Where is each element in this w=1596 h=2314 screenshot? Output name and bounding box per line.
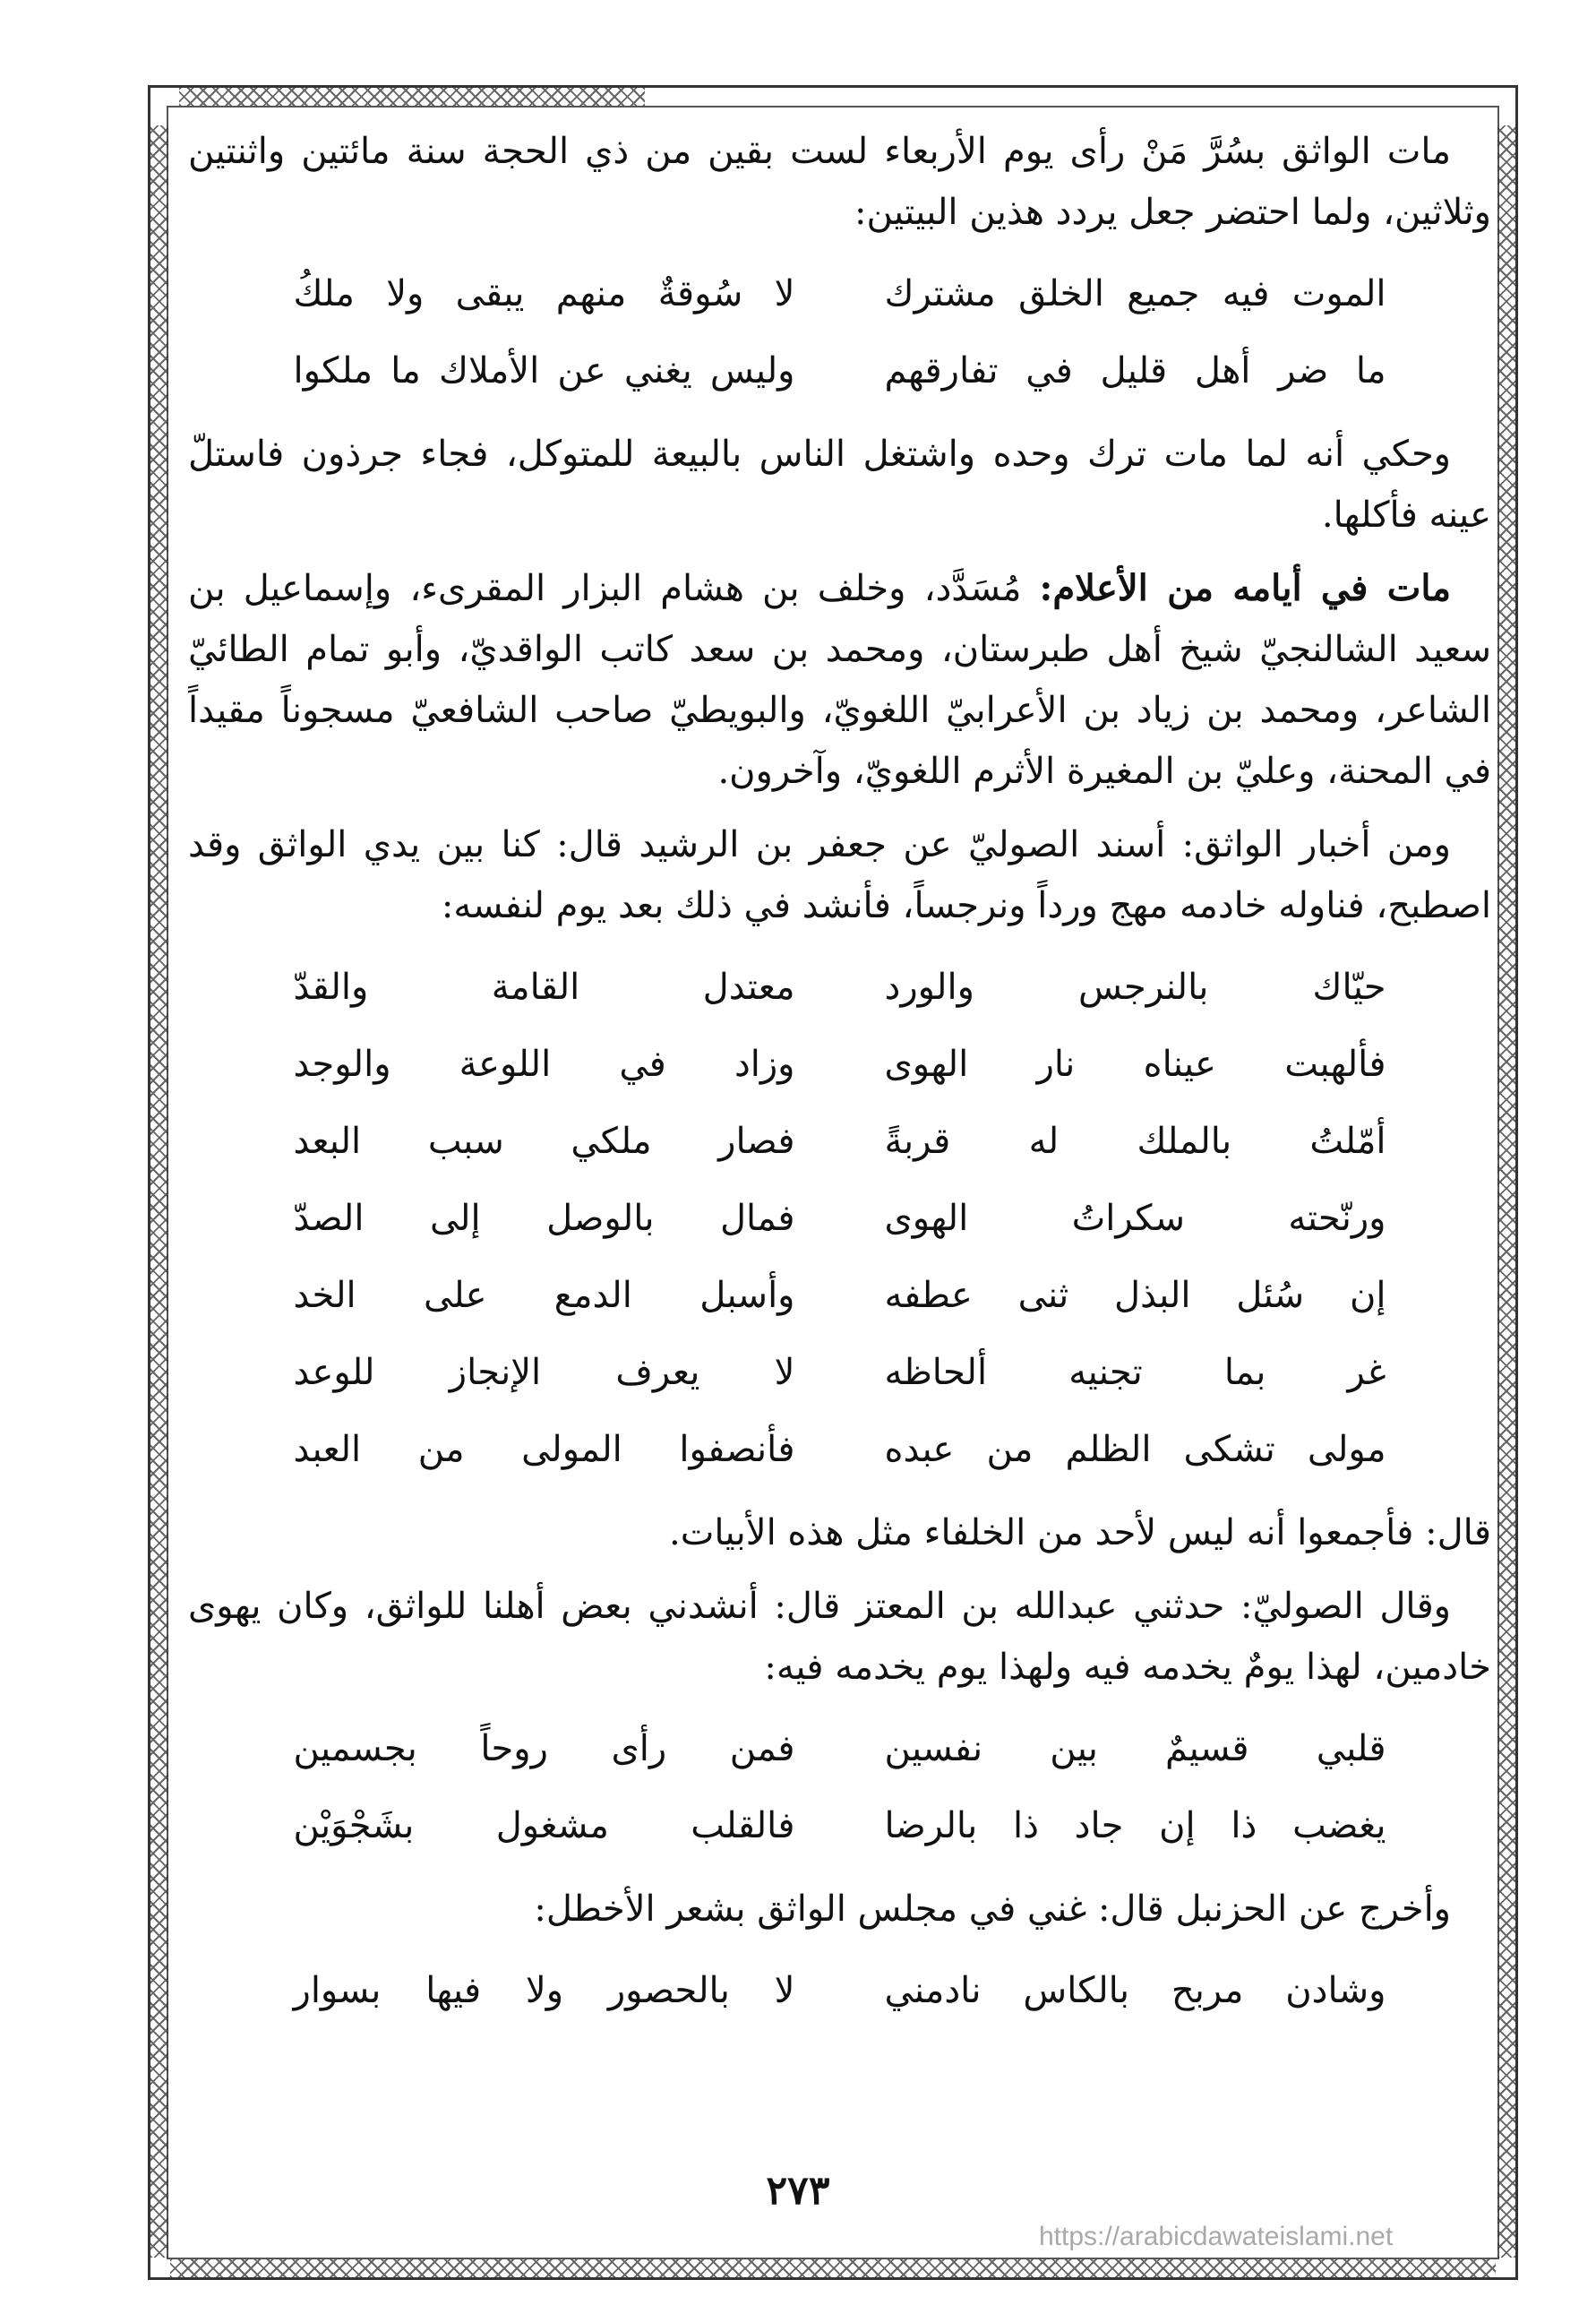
verse-second-hemistich: معتدل القامة والقدّ	[293, 967, 795, 1008]
verse-second-hemistich: فمال بالوصل إلى الصدّ	[293, 1198, 795, 1239]
verse-second-hemistich: فأنصفوا المولى من العبد	[293, 1429, 795, 1470]
paragraph-consensus: قال: فأجمعوا أنه ليس لأحد من الخلفاء مثل هذه الأبيات.	[669, 1512, 1491, 1553]
paragraph-after-death: وحكي أنه لما مات ترك وحده واشتغل الناس بالبيعة للمتوكل، فجاء جرذون فاستلّ عينه فأكلها.	[188, 434, 1491, 536]
verse-first-hemistich: الموت فيه جميع الخلق مشترك	[884, 273, 1386, 314]
verse	[188, 1257, 1491, 1334]
paragraph-wathiq-news: ومن أخبار الواثق: أسند الصوليّ عن جعفر بن الرشيد قال: كنا بين يدي الواثق وقد اصطبح، فناوله خادمه مهج ورداً ونرجساً، فأنشد في ذلك بعد يوم لنفسه:	[188, 824, 1491, 926]
frame-ornament-bottom	[170, 2259, 1496, 2277]
verse	[188, 1026, 1491, 1103]
paragraph-hazanbal: وأخرج عن الحزنبل قال: غني في مجلس الواثق بشعر الأخطل:	[534, 1888, 1451, 1930]
verse-first-hemistich: وشادن مربح بالكاس نادمني	[884, 1970, 1386, 2011]
verse-second-hemistich: وأسبل الدمع على الخد	[293, 1275, 795, 1316]
verse	[188, 1710, 1491, 1787]
poem-narcissus	[188, 949, 1491, 1488]
poem-two-servants	[188, 1710, 1491, 1864]
verse	[188, 1180, 1491, 1257]
verse	[188, 949, 1491, 1026]
frame-ornament-top	[179, 88, 645, 106]
verse	[188, 1334, 1491, 1411]
verse-first-hemistich: غر بما تجنيه ألحاظه	[884, 1352, 1386, 1393]
verse-first-hemistich: ما ضر أهل قليل في تفارقهم	[884, 350, 1386, 391]
verse-first-hemistich: يغضب ذا إن جاد ذا بالرضا	[884, 1805, 1386, 1846]
verse	[188, 1411, 1491, 1488]
verse-second-hemistich: وزاد في اللوعة والوجد	[293, 1044, 795, 1085]
verse-second-hemistich: لا سُوقةٌ منهم يبقى ولا ملكُ	[293, 273, 795, 314]
paragraph-death-of-wathiq: مات الواثق بسُرَّ مَنْ رأى يوم الأربعاء لست بقين من ذي الحجة سنة مائتين واثنتين وثلاثين، ولما احتضر جعل يردد هذين البيتين:	[188, 131, 1491, 233]
notables-list: مُسَدَّد، وخلف بن هشام البزار المقرىء، وإسماعيل بن سعيد الشالنجيّ شيخ أهل طبرستان، ومحمد بن سعد كاتب الواقديّ، وأبو تمام الطائيّ الشاعر، ومحمد بن زياد بن الأعرابيّ اللغويّ، والبويطيّ صاحب الشافعيّ مسجوناً مقيداً في المحنة، وعليّ بن المغيرة الأثرم اللغويّ، وآخرون.	[188, 568, 1492, 792]
verse-first-hemistich: حيّاك بالنرجس والورد	[884, 967, 1386, 1008]
watermark-url: https://arabicdawateislami.net	[1039, 2222, 1394, 2251]
verse	[188, 1952, 1491, 2029]
frame-ornament-left	[150, 125, 168, 2258]
verse-second-hemistich: لا بالحصور ولا فيها بسوار	[293, 1970, 795, 2011]
poem-akhtal	[188, 1952, 1491, 2029]
page-content	[188, 121, 1491, 2043]
paragraph-suli: وقال الصوليّ: حدثني عبدالله بن المعتز قال: أنشدني بعض أهلنا للواثق، وكان يهوى خادمين، لهذا يومٌ يخدمه فيه ولهذا يوم يخدمه فيه:	[188, 1586, 1491, 1688]
verse-second-hemistich: لا يعرف الإنجاز للوعد	[293, 1352, 795, 1393]
verse-first-hemistich: مولى تشكى الظلم من عبده	[884, 1429, 1386, 1470]
verse-second-hemistich: فالقلب مشغول بشَجْوَيْن	[293, 1805, 795, 1846]
verse-first-hemistich: فألهبت عيناه نار الهوى	[884, 1044, 1386, 1085]
verse-first-hemistich: أمّلتُ بالملك له قربةً	[884, 1121, 1386, 1162]
notables-heading: مات في أيامه من الأعلام:	[1039, 567, 1451, 609]
verse	[188, 1103, 1491, 1180]
verse-second-hemistich: وليس يغني عن الأملاك ما ملكوا	[293, 350, 795, 391]
verse	[188, 332, 1491, 409]
verse-first-hemistich: قلبي قسيمٌ بين نفسين	[884, 1728, 1386, 1769]
verse-second-hemistich: فصار ملكي سبب البعد	[293, 1121, 795, 1162]
verse-second-hemistich: فمن رأى روحاً بجسمين	[293, 1728, 795, 1769]
paragraph-notables	[188, 558, 1491, 802]
verse	[188, 1787, 1491, 1864]
page-number: ٢٧٣	[766, 2168, 830, 2214]
verse	[188, 255, 1491, 332]
verse-first-hemistich: إن سُئل البذل ثنى عطفه	[884, 1275, 1386, 1316]
poem-death	[188, 255, 1491, 409]
verse-first-hemistich: ورنّحته سكراتُ الهوى	[884, 1198, 1386, 1239]
frame-ornament-right	[1497, 125, 1515, 2258]
